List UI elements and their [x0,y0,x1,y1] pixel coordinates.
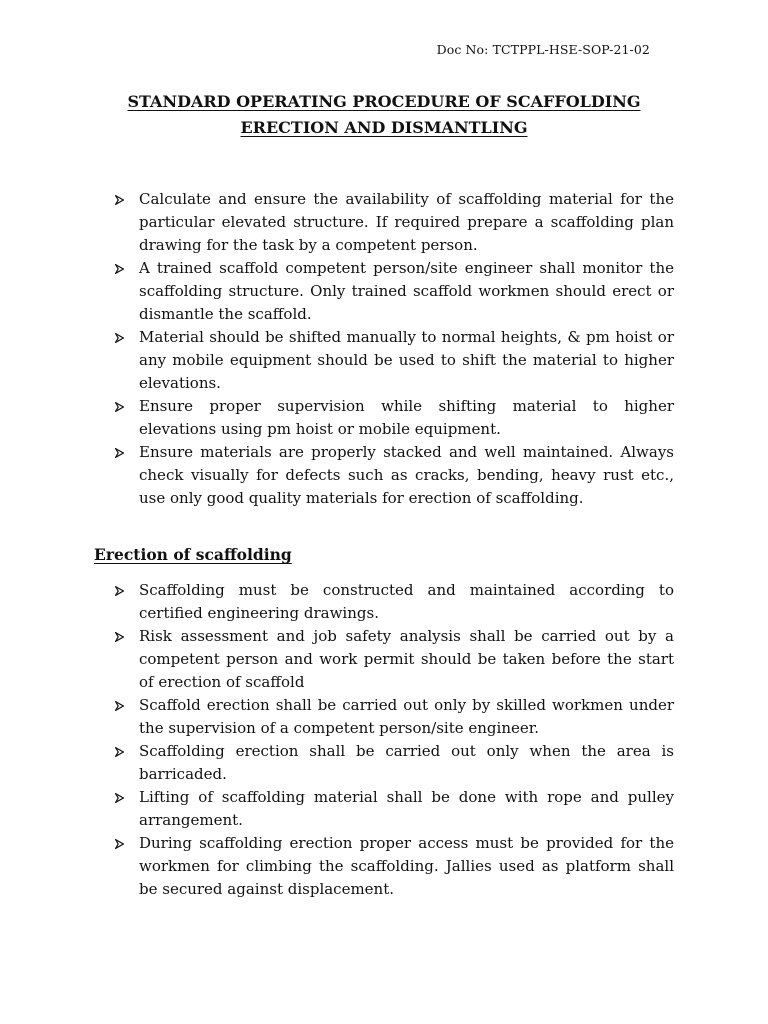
list-item [112,625,674,694]
title-line-2: ERECTION AND DISMANTLING [240,118,528,137]
list-item-text: During scaffolding erection proper access must be provided for the workmen for climbing the scaffolding. Jallies used as platform shall be secured against displacement. [139,834,674,898]
list-item-text: Ensure materials are properly stacked and well maintained. Always check visually for defects such as cracks, bending, heavy rust etc., use only good quality materials for erection of scaffolding. [139,443,674,507]
arrowhead-bullet-icon [115,632,124,642]
list-item-text: Scaffold erection shall be carried out only by skilled workmen under the supervision of a competent person/site engineer. [139,696,674,737]
list-item-text: A trained scaffold competent person/site engineer shall monitor the scaffolding structure. Only trained scaffold workmen should erect or dismantle the scaffold. [139,259,674,323]
arrowhead-bullet-icon [115,747,124,757]
arrowhead-bullet-icon [115,333,124,343]
list-item [112,188,674,257]
arrowhead-bullet-icon [115,793,124,803]
doc-number: Doc No: TCTPPL-HSE-SOP-21-02 [436,42,650,57]
intro-list [112,188,674,510]
list-item [112,395,674,441]
arrowhead-bullet-icon [115,195,124,205]
arrowhead-bullet-icon [115,839,124,849]
document-title [0,89,768,141]
list-item [112,786,674,832]
list-item-text: Scaffolding must be constructed and maintained according to certified engineering drawings. [139,581,674,622]
arrowhead-bullet-icon [115,264,124,274]
arrowhead-bullet-icon [115,586,124,596]
arrowhead-bullet-icon [115,402,124,412]
list-item [112,579,674,625]
list-item-text: Risk assessment and job safety analysis shall be carried out by a competent person and work permit should be taken before the start of erection of scaffold [139,627,674,691]
arrowhead-bullet-icon [115,448,124,458]
list-item [112,832,674,901]
section-heading: Erection of scaffolding [94,545,292,564]
erection-list [112,579,674,901]
list-item-text: Scaffolding erection shall be carried out only when the area is barricaded. [139,742,674,783]
title-line-1: STANDARD OPERATING PROCEDURE OF SCAFFOLDING [127,92,641,111]
list-item [112,326,674,395]
list-item-text: Calculate and ensure the availability of scaffolding material for the particular elevated structure. If required prepare a scaffolding plan drawing for the task by a competent person. [139,190,674,254]
arrowhead-bullet-icon [115,701,124,711]
list-item [112,694,674,740]
list-item-text: Ensure proper supervision while shifting material to higher elevations using pm hoist or mobile equipment. [139,397,674,438]
list-item-text: Material should be shifted manually to normal heights, & pm hoist or any mobile equipment should be used to shift the material to higher elevations. [139,328,674,392]
list-item [112,441,674,510]
list-item [112,740,674,786]
list-item-text: Lifting of scaffolding material shall be done with rope and pulley arrangement. [139,788,674,829]
list-item [112,257,674,326]
